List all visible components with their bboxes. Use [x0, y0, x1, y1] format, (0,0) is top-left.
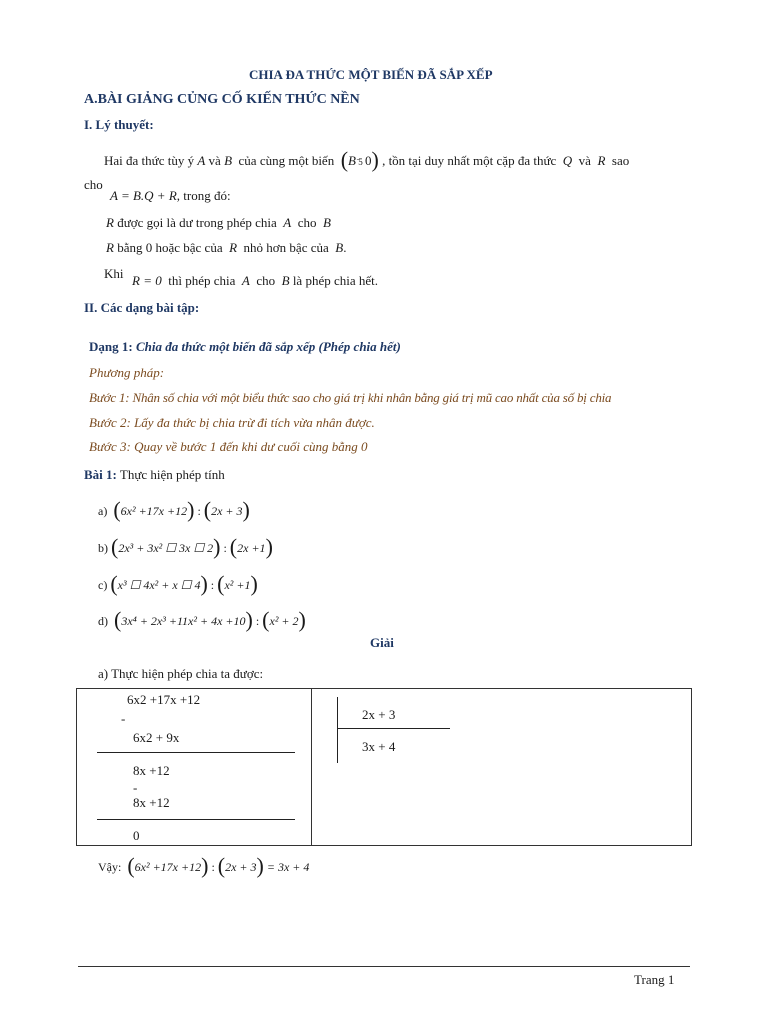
formula: A = B.Q + R	[110, 188, 177, 203]
theory-text: cho	[256, 273, 276, 288]
conclusion-dividend: 6x² +17x +12	[134, 860, 202, 874]
subtraction-line	[97, 819, 295, 820]
section-a-heading: A.BÀI GIẢNG CỦNG CỐ KIẾN THỨC NỀN	[84, 92, 360, 107]
var-q: Q	[562, 153, 573, 168]
dang1-label: Dạng 1:	[89, 339, 133, 354]
theory-khi: Khi	[104, 266, 124, 281]
r-zero: R = 0	[132, 273, 162, 288]
theory-line-4	[106, 240, 346, 256]
colon: :	[211, 860, 215, 874]
remainder-1: 8x +12	[133, 763, 170, 778]
var-b: B	[224, 153, 233, 168]
footer-divider	[78, 966, 690, 967]
divisor-line	[337, 728, 450, 729]
division-vertical-line	[337, 697, 338, 763]
colon: :	[255, 614, 260, 628]
item-key: c)	[98, 578, 108, 592]
exercise-item-b: b) (2x³ + 3x² ☐ 3x ☐ 2) : (2x +1)	[98, 534, 273, 559]
conclusion-divisor: 2x + 3	[225, 860, 257, 874]
bai1-label: Bài 1:	[84, 467, 117, 482]
theory-text: của cùng một biến	[238, 153, 335, 168]
dang1-title: Chia đa thức một biến đã sắp xếp (Phép chia hết)	[135, 339, 401, 354]
paren-open: (	[340, 147, 349, 172]
exercise-item-d: d) (3x⁴ + 2x³ +11x² + 4x +10) : (x² + 2)	[98, 607, 306, 632]
var-r: R	[106, 240, 114, 255]
step-1: Bước 1: Nhân số chia với một biểu thức sao cho giá trị khi nhân bằng giá trị mũ cao nhất của số bị chia	[89, 390, 612, 405]
theory-line-3	[106, 215, 331, 231]
conclusion-label: Vậy:	[98, 860, 122, 874]
step-3: Bước 3: Quay về bước 1 đến khi dư cuối cùng bằng 0	[89, 439, 368, 454]
theory-text: là phép chia hết.	[292, 273, 378, 288]
theory-text: Hai đa thức tùy ý	[104, 153, 195, 168]
dang1-heading	[89, 339, 401, 355]
item-dividend: x³ ☐ 4x² + x ☐ 4	[117, 578, 201, 592]
product-2: 8x +12	[133, 795, 170, 810]
conclusion: Vậy: (6x² +17x +12) : (2x + 3) = 3x + 4	[98, 853, 310, 878]
page-number: Trang 1	[634, 972, 675, 987]
paren-close: )	[371, 147, 379, 172]
theory-text: nhỏ hơn bậc của	[243, 240, 329, 255]
var-a: A	[197, 153, 206, 168]
theory-line-1: Hai đa thức tùy ý A và B của cùng một biến (B ̄5 0) , tồn tại duy nhất một cặp đa thức Q và R sao	[104, 147, 630, 172]
theory-formula-line	[110, 188, 231, 204]
item-key: a)	[98, 504, 108, 518]
var-b: B	[335, 240, 344, 255]
colon: :	[210, 578, 215, 592]
dividend: 6x2 +17x +12	[127, 692, 201, 707]
theory-text: thì phép chia	[168, 273, 236, 288]
var-b: B	[281, 273, 290, 288]
theory-text: cho	[297, 215, 317, 230]
exercise-item-c: c) (x³ ☐ 4x² + x ☐ 4) : (x² +1)	[98, 571, 258, 596]
theory-text: được gọi là dư trong phép chia	[117, 215, 277, 230]
minus-sign: -	[133, 780, 138, 795]
step-2: Bước 2: Lấy đa thức bị chia trừ đi tích vừa nhân được.	[89, 415, 375, 430]
item-divisor: 2x +1	[237, 541, 266, 555]
item-key: b)	[98, 541, 108, 555]
remainder-final: 0	[133, 828, 140, 843]
solution-heading: Giải	[370, 635, 394, 650]
product-1: 6x2 + 9x	[133, 730, 180, 745]
item-divisor: 2x + 3	[211, 504, 243, 518]
colon: :	[223, 541, 227, 555]
item-dividend: 6x² +17x +12	[120, 504, 188, 518]
item-key: d)	[98, 614, 108, 628]
bai1-heading	[84, 467, 225, 483]
exercise-item-a: a) (6x² +17x +12) : (2x + 3)	[98, 497, 250, 522]
var-r: R	[597, 153, 606, 168]
colon: :	[197, 504, 201, 518]
theory-text: và	[578, 153, 591, 168]
var-b: B	[323, 215, 331, 230]
var-a: A	[241, 273, 250, 288]
long-division-table	[76, 688, 692, 846]
item-divisor: x² +1	[224, 578, 251, 592]
bai1-text: Thực hiện phép tính	[119, 467, 225, 482]
var-a: A	[283, 215, 292, 230]
theory-heading: I. Lý thuyết:	[84, 117, 154, 132]
division-right-cell	[312, 689, 692, 846]
solution-a-intro: a) Thực hiện phép chia ta được:	[98, 666, 264, 681]
theory-text: và	[208, 153, 221, 168]
theory-text: sao	[611, 153, 630, 168]
item-divisor: x² + 2	[269, 614, 299, 628]
subtraction-line	[97, 752, 295, 753]
division-left-cell	[77, 689, 312, 846]
conclusion-result: = 3x + 4	[266, 860, 310, 874]
theory-text: .	[343, 240, 347, 255]
item-dividend: 3x⁴ + 2x³ +11x² + 4x +10	[121, 614, 246, 628]
page-title: CHIA ĐA THỨC MỘT BIẾN ĐÃ SẮP XẾP	[249, 67, 493, 82]
theory-line-5	[132, 273, 378, 289]
divisor: 2x + 3	[362, 707, 396, 722]
quotient: 3x + 4	[362, 739, 396, 754]
item-dividend: 2x³ + 3x² ☐ 3x ☐ 2	[118, 541, 214, 555]
var-r: R	[229, 240, 238, 255]
var-r: R	[106, 215, 114, 230]
method-label: Phương pháp:	[89, 365, 165, 380]
theory-text: bằng 0 hoặc bậc của	[117, 240, 223, 255]
formula-post: , trong đó:	[176, 188, 231, 203]
cond-b: B	[348, 153, 356, 168]
cond-zero: 0	[364, 153, 372, 168]
minus-sign: -	[121, 711, 126, 726]
theory-cho: cho	[84, 177, 103, 192]
exercise-heading: II. Các dạng bài tập:	[84, 300, 200, 315]
theory-text: , tồn tại duy nhất một cặp đa thức	[382, 153, 557, 168]
